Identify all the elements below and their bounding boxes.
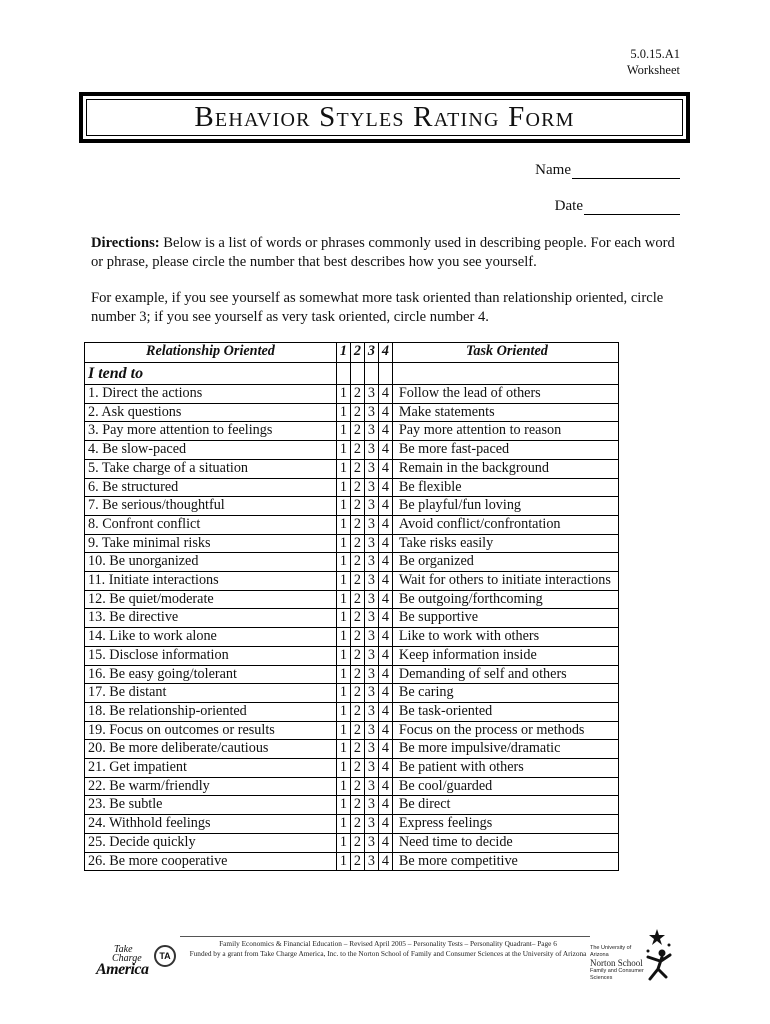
rating-option-3[interactable]: 3 — [364, 646, 378, 665]
ua-line-1: The University of Arizona — [590, 945, 632, 958]
rating-option-3[interactable]: 3 — [364, 833, 378, 852]
rating-option-3[interactable]: 3 — [364, 422, 378, 441]
table-row — [85, 385, 619, 404]
rating-option-4[interactable]: 4 — [378, 796, 392, 815]
relationship-item: 8. Confront conflict — [85, 515, 337, 534]
rating-option-1[interactable]: 1 — [336, 665, 350, 684]
table-row — [85, 609, 619, 628]
rating-option-4[interactable]: 4 — [378, 721, 392, 740]
rating-option-4[interactable]: 4 — [378, 385, 392, 404]
rating-option-3[interactable]: 3 — [364, 590, 378, 609]
footer-line-2: Funded by a grant from Take Charge America, Inc. to the Norton School of Family and Consumer Sciences at the University of Arizona — [189, 949, 587, 958]
rating-option-4[interactable]: 4 — [378, 702, 392, 721]
star-figure-icon — [640, 927, 674, 983]
rating-option-3[interactable]: 3 — [364, 665, 378, 684]
ua-line-3: Family and Consumer Sciences — [590, 968, 644, 981]
rating-option-3[interactable]: 3 — [364, 385, 378, 404]
directions — [91, 234, 681, 272]
rating-option-4[interactable]: 4 — [378, 646, 392, 665]
relationship-item: 1. Direct the actions — [85, 385, 337, 404]
relationship-item: 11. Initiate interactions — [85, 572, 337, 591]
relationship-item: 22. Be warm/friendly — [85, 777, 337, 796]
page-title: Behavior Styles Rating Form — [194, 101, 575, 133]
rating-option-4[interactable]: 4 — [378, 740, 392, 759]
rating-option-1[interactable]: 1 — [336, 646, 350, 665]
rating-option-1[interactable]: 1 — [336, 684, 350, 703]
relationship-item: 19. Focus on outcomes or results — [85, 721, 337, 740]
rating-option-4[interactable]: 4 — [378, 777, 392, 796]
rating-option-1[interactable]: 1 — [336, 534, 350, 553]
table-row — [85, 833, 619, 852]
task-item: Be more fast-paced — [392, 441, 618, 460]
rating-option-1[interactable]: 1 — [336, 403, 350, 422]
rating-option-2[interactable]: 2 — [350, 497, 364, 516]
rating-option-2[interactable]: 2 — [350, 665, 364, 684]
table-row — [85, 422, 619, 441]
rating-option-1[interactable]: 1 — [336, 628, 350, 647]
rating-option-3[interactable]: 3 — [364, 609, 378, 628]
relationship-item: 25. Decide quickly — [85, 833, 337, 852]
example-text: For example, if you see yourself as somewhat more task oriented than relationship oriented, circle number 3; if you see yourself as very task oriented, circle number 4. — [91, 290, 664, 325]
rating-option-1[interactable]: 1 — [336, 572, 350, 591]
rating-option-1[interactable]: 1 — [336, 422, 350, 441]
rating-option-3[interactable]: 3 — [364, 441, 378, 460]
table-row — [85, 740, 619, 759]
rating-option-2[interactable]: 2 — [350, 815, 364, 834]
task-item: Be outgoing/forthcoming — [392, 590, 618, 609]
rating-option-2[interactable]: 2 — [350, 478, 364, 497]
rating-option-1[interactable]: 1 — [336, 609, 350, 628]
rating-option-3[interactable]: 3 — [364, 478, 378, 497]
rating-option-4[interactable]: 4 — [378, 609, 392, 628]
relationship-item: 20. Be more deliberate/cautious — [85, 740, 337, 759]
subheader-i-tend-to: I tend to — [85, 363, 337, 385]
table-row — [85, 777, 619, 796]
rating-option-4[interactable]: 4 — [378, 478, 392, 497]
table-header-row — [85, 343, 619, 363]
rating-option-4[interactable]: 4 — [378, 759, 392, 778]
rating-option-4[interactable]: 4 — [378, 553, 392, 572]
rating-option-2[interactable]: 2 — [350, 459, 364, 478]
worksheet-code — [627, 46, 680, 78]
rating-option-3[interactable]: 3 — [364, 572, 378, 591]
rating-option-1[interactable]: 1 — [336, 441, 350, 460]
rating-option-2[interactable]: 2 — [350, 740, 364, 759]
rating-option-3[interactable]: 3 — [364, 796, 378, 815]
rating-option-2[interactable]: 2 — [350, 721, 364, 740]
rating-option-2[interactable]: 2 — [350, 609, 364, 628]
relationship-item: 5. Take charge of a situation — [85, 459, 337, 478]
header-relationship: Relationship Oriented — [85, 343, 337, 363]
footer-divider — [180, 936, 590, 937]
rating-option-1[interactable]: 1 — [336, 553, 350, 572]
task-item: Wait for others to initiate interactions — [392, 572, 618, 591]
table-row — [85, 478, 619, 497]
task-item: Be patient with others — [392, 759, 618, 778]
table-row — [85, 665, 619, 684]
rating-option-1[interactable]: 1 — [336, 852, 350, 871]
task-item: Be task-oriented — [392, 702, 618, 721]
table-row — [85, 628, 619, 647]
rating-option-4[interactable]: 4 — [378, 590, 392, 609]
relationship-item: 2. Ask questions — [85, 403, 337, 422]
rating-option-1[interactable]: 1 — [336, 740, 350, 759]
task-item: Be organized — [392, 553, 618, 572]
rating-option-1[interactable]: 1 — [336, 759, 350, 778]
norton-school-logo — [590, 945, 646, 987]
rating-option-1[interactable]: 1 — [336, 515, 350, 534]
footer — [0, 925, 770, 985]
rating-option-2[interactable]: 2 — [350, 385, 364, 404]
directions-text: Below is a list of words or phrases commonly used in describing people. For each word or phrase, please circle the number that best describes how you see yourself. — [91, 235, 675, 270]
rating-option-2[interactable]: 2 — [350, 684, 364, 703]
table-row — [85, 815, 619, 834]
rating-option-2[interactable]: 2 — [350, 796, 364, 815]
task-item: Follow the lead of others — [392, 385, 618, 404]
take-charge-america-logo — [96, 943, 188, 985]
relationship-item: 16. Be easy going/tolerant — [85, 665, 337, 684]
rating-option-2[interactable]: 2 — [350, 572, 364, 591]
task-item: Be flexible — [392, 478, 618, 497]
rating-option-2[interactable]: 2 — [350, 702, 364, 721]
rating-option-4[interactable]: 4 — [378, 403, 392, 422]
rating-option-2[interactable]: 2 — [350, 628, 364, 647]
rating-option-1[interactable]: 1 — [336, 590, 350, 609]
date-line[interactable] — [584, 199, 680, 215]
relationship-item: 17. Be distant — [85, 684, 337, 703]
task-item: Be more competitive — [392, 852, 618, 871]
task-item: Avoid conflict/confrontation — [392, 515, 618, 534]
rating-option-4[interactable]: 4 — [378, 534, 392, 553]
directions-label: Directions: — [91, 235, 160, 251]
header-2: 2 — [350, 343, 364, 363]
rating-option-2[interactable]: 2 — [350, 852, 364, 871]
rating-option-2[interactable]: 2 — [350, 759, 364, 778]
rating-option-3[interactable]: 3 — [364, 759, 378, 778]
table-row — [85, 572, 619, 591]
rating-option-3[interactable]: 3 — [364, 403, 378, 422]
task-item: Take risks easily — [392, 534, 618, 553]
table-row — [85, 590, 619, 609]
name-label: Name — [535, 162, 571, 178]
rating-option-4[interactable]: 4 — [378, 572, 392, 591]
footer-line-1: Family Economics & Financial Education – Revised April 2005 – Personality Tests – Personality Quadrant– Page 6 — [219, 939, 557, 948]
task-item: Make statements — [392, 403, 618, 422]
task-item: Be more impulsive/dramatic — [392, 740, 618, 759]
rating-option-4[interactable]: 4 — [378, 852, 392, 871]
rating-option-3[interactable]: 3 — [364, 497, 378, 516]
rating-option-1[interactable]: 1 — [336, 777, 350, 796]
logo-charge: Charge — [112, 953, 142, 964]
header-task: Task Oriented — [392, 343, 618, 363]
table-row — [85, 684, 619, 703]
logo-america: America — [96, 961, 149, 978]
rating-option-1[interactable]: 1 — [336, 833, 350, 852]
relationship-item: 14. Like to work alone — [85, 628, 337, 647]
header-3: 3 — [364, 343, 378, 363]
task-item: Be caring — [392, 684, 618, 703]
rating-option-2[interactable]: 2 — [350, 553, 364, 572]
date-field[interactable] — [555, 198, 680, 215]
relationship-item: 6. Be structured — [85, 478, 337, 497]
task-item: Need time to decide — [392, 833, 618, 852]
relationship-item: 26. Be more cooperative — [85, 852, 337, 871]
table-row — [85, 646, 619, 665]
rating-option-1[interactable]: 1 — [336, 497, 350, 516]
relationship-item: 13. Be directive — [85, 609, 337, 628]
relationship-item: 18. Be relationship-oriented — [85, 702, 337, 721]
name-field[interactable] — [535, 162, 680, 179]
task-item: Remain in the background — [392, 459, 618, 478]
rating-option-3[interactable]: 3 — [364, 777, 378, 796]
title-box — [79, 92, 690, 143]
rating-option-3[interactable]: 3 — [364, 721, 378, 740]
rating-option-2[interactable]: 2 — [350, 441, 364, 460]
rating-option-3[interactable]: 3 — [364, 515, 378, 534]
table-row — [85, 459, 619, 478]
rating-option-2[interactable]: 2 — [350, 422, 364, 441]
table-row — [85, 515, 619, 534]
rating-option-2[interactable]: 2 — [350, 515, 364, 534]
rating-option-3[interactable]: 3 — [364, 740, 378, 759]
footer-text — [158, 939, 618, 959]
rating-option-4[interactable]: 4 — [378, 497, 392, 516]
rating-option-4[interactable]: 4 — [378, 815, 392, 834]
rating-option-1[interactable]: 1 — [336, 815, 350, 834]
logo-badge: TA — [154, 945, 176, 967]
task-item: Focus on the process or methods — [392, 721, 618, 740]
relationship-item: 9. Take minimal risks — [85, 534, 337, 553]
relationship-item: 21. Get impatient — [85, 759, 337, 778]
task-item: Be direct — [392, 796, 618, 815]
worksheet-type: Worksheet — [626, 63, 680, 77]
rating-option-3[interactable]: 3 — [364, 459, 378, 478]
relationship-item: 10. Be unorganized — [85, 553, 337, 572]
table-row — [85, 852, 619, 871]
table-row — [85, 534, 619, 553]
date-label: Date — [554, 198, 583, 214]
rating-option-3[interactable]: 3 — [364, 815, 378, 834]
rating-option-1[interactable]: 1 — [336, 459, 350, 478]
relationship-item: 3. Pay more attention to feelings — [85, 422, 337, 441]
relationship-item: 7. Be serious/thoughtful — [85, 497, 337, 516]
rating-option-3[interactable]: 3 — [364, 852, 378, 871]
ua-line-2: Norton School — [590, 958, 643, 968]
task-item: Express feelings — [392, 815, 618, 834]
rating-option-1[interactable]: 1 — [336, 796, 350, 815]
rating-option-4[interactable]: 4 — [378, 441, 392, 460]
table-row — [85, 403, 619, 422]
table-row — [85, 759, 619, 778]
table-row — [85, 721, 619, 740]
rating-option-3[interactable]: 3 — [364, 534, 378, 553]
rating-option-2[interactable]: 2 — [350, 646, 364, 665]
relationship-item: 12. Be quiet/moderate — [85, 590, 337, 609]
rating-option-4[interactable]: 4 — [378, 459, 392, 478]
task-item: Pay more attention to reason — [392, 422, 618, 441]
task-item: Be supportive — [392, 609, 618, 628]
subheader-row — [85, 363, 619, 385]
rating-option-2[interactable]: 2 — [350, 777, 364, 796]
rating-option-4[interactable]: 4 — [378, 515, 392, 534]
table-row — [85, 702, 619, 721]
rating-option-2[interactable]: 2 — [350, 534, 364, 553]
rating-option-4[interactable]: 4 — [378, 628, 392, 647]
logo-take: Take — [114, 944, 133, 955]
task-item: Keep information inside — [392, 646, 618, 665]
rating-option-3[interactable]: 3 — [364, 628, 378, 647]
rating-table — [84, 342, 619, 871]
rating-option-2[interactable]: 2 — [350, 403, 364, 422]
header-4: 4 — [378, 343, 392, 363]
name-line[interactable] — [572, 163, 680, 179]
rating-option-2[interactable]: 2 — [350, 833, 364, 852]
rating-option-4[interactable]: 4 — [378, 665, 392, 684]
rating-option-1[interactable]: 1 — [336, 721, 350, 740]
relationship-item: 15. Disclose information — [85, 646, 337, 665]
task-item: Be cool/guarded — [392, 777, 618, 796]
task-item: Demanding of self and others — [392, 665, 618, 684]
rating-option-3[interactable]: 3 — [364, 684, 378, 703]
table-row — [85, 441, 619, 460]
relationship-item: 4. Be slow-paced — [85, 441, 337, 460]
rating-option-3[interactable]: 3 — [364, 702, 378, 721]
header-1: 1 — [336, 343, 350, 363]
rating-option-4[interactable]: 4 — [378, 422, 392, 441]
table-row — [85, 497, 619, 516]
task-item: Like to work with others — [392, 628, 618, 647]
table-row — [85, 553, 619, 572]
rating-option-2[interactable]: 2 — [350, 590, 364, 609]
rating-option-4[interactable]: 4 — [378, 684, 392, 703]
rating-option-1[interactable]: 1 — [336, 385, 350, 404]
worksheet-number: 5.0.15.A1 — [630, 47, 680, 61]
rating-option-1[interactable]: 1 — [336, 702, 350, 721]
rating-option-4[interactable]: 4 — [378, 833, 392, 852]
relationship-item: 23. Be subtle — [85, 796, 337, 815]
rating-option-1[interactable]: 1 — [336, 478, 350, 497]
task-item: Be playful/fun loving — [392, 497, 618, 516]
table-row — [85, 796, 619, 815]
relationship-item: 24. Withhold feelings — [85, 815, 337, 834]
rating-option-3[interactable]: 3 — [364, 553, 378, 572]
